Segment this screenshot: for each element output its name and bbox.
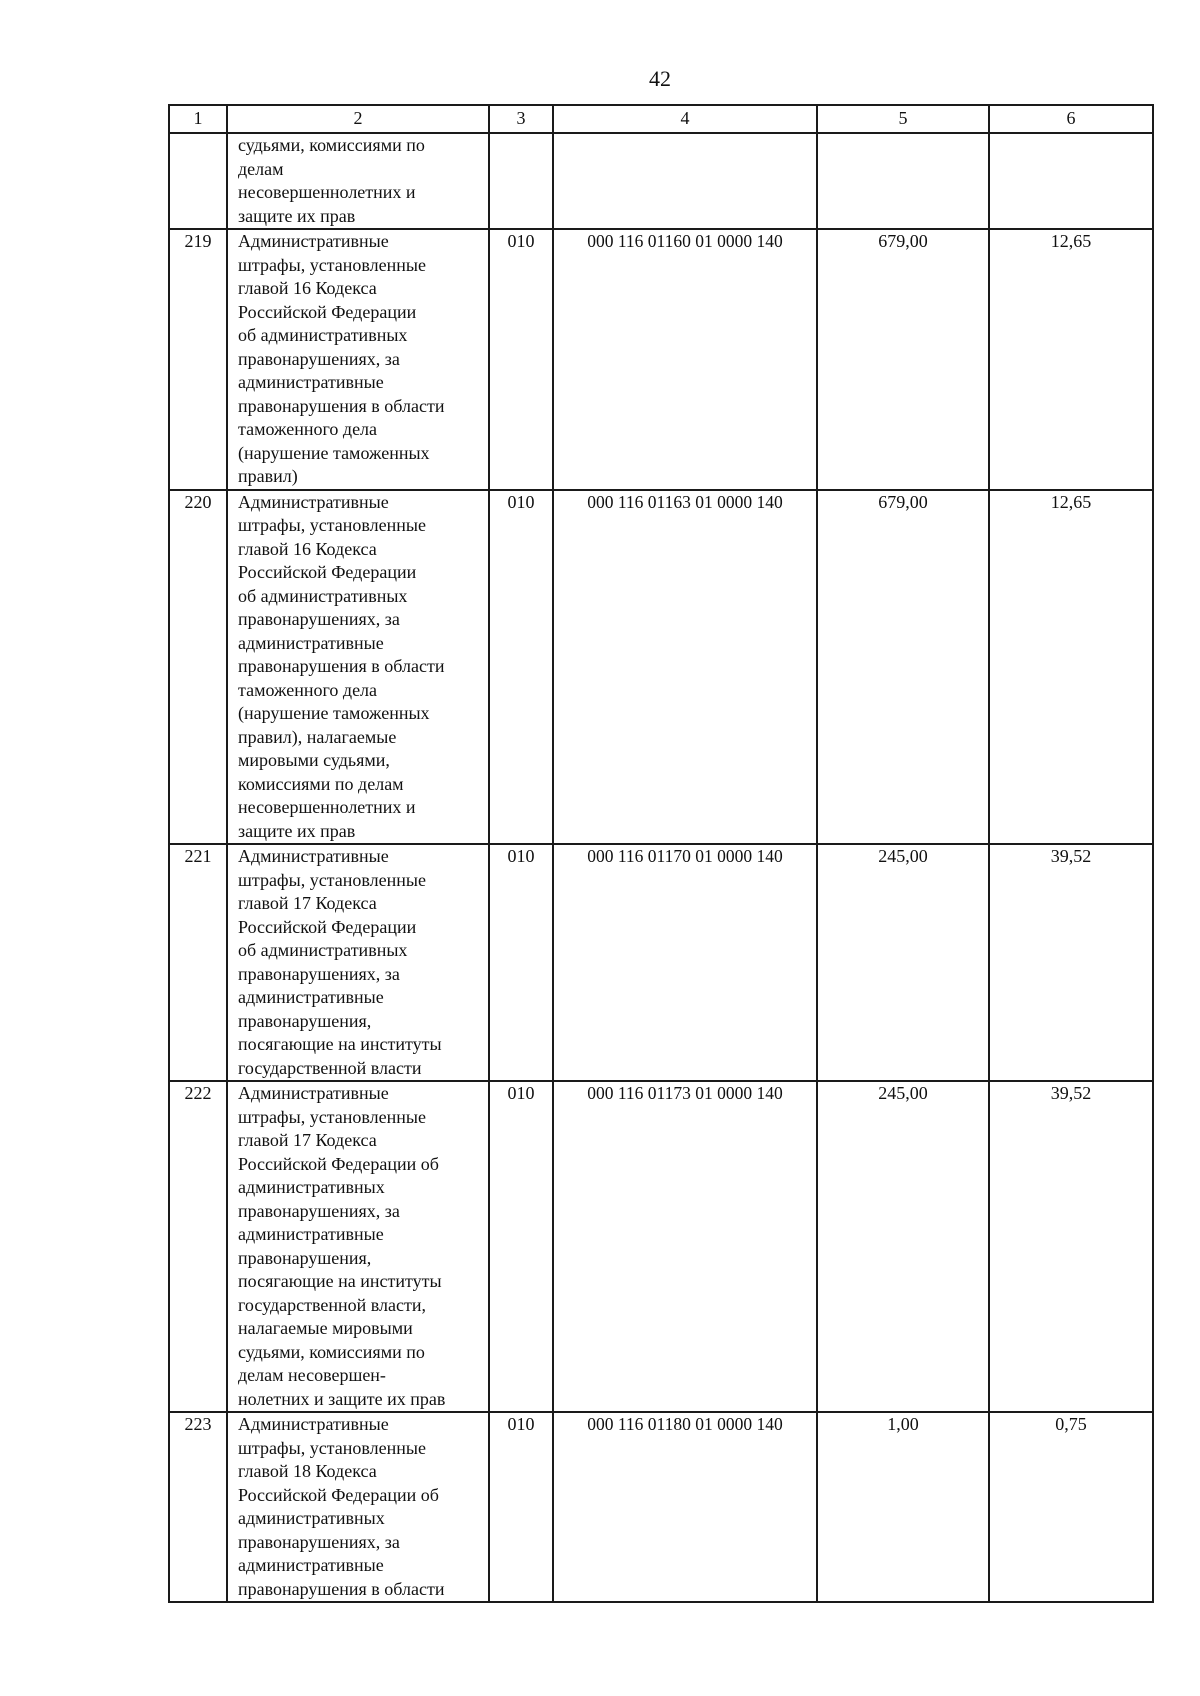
row-value-6-cell: 12,65	[989, 490, 1153, 845]
table-row	[169, 1412, 1153, 1602]
row-value-6-cell: 39,52	[989, 844, 1153, 1081]
row-budget-code-cell: 000 116 01173 01 0000 140	[553, 1081, 817, 1412]
row-description-cell: Административные штрафы, установленные главой 16 Кодекса Российской Федерации об административных правонарушениях, за административные правонарушения в области таможенного дела (нарушение таможенных правил), налагаемые мировыми судьями, комиссиями по делам несовершеннолетних и защите их прав	[227, 490, 489, 845]
row-value-5-cell: 679,00	[817, 229, 989, 490]
row-value-6-cell: 0,75	[989, 1412, 1153, 1602]
row-admin-code-cell: 010	[489, 490, 553, 845]
row-value-6-cell	[989, 133, 1153, 229]
row-budget-code-cell: 000 116 01163 01 0000 140	[553, 490, 817, 845]
column-header-3: 3	[489, 105, 553, 133]
row-value-5-cell: 245,00	[817, 1081, 989, 1412]
row-admin-code-cell	[489, 133, 553, 229]
row-number-cell: 220	[169, 490, 227, 845]
row-description-cell: Административные штрафы, установленные главой 16 Кодекса Российской Федерации об административных правонарушениях, за административные правонарушения в области таможенного дела (нарушение таможенных правил)	[227, 229, 489, 490]
page-number: 42	[649, 66, 671, 91]
column-header-2: 2	[227, 105, 489, 133]
row-number-cell: 222	[169, 1081, 227, 1412]
budget-table	[168, 104, 1154, 1603]
row-admin-code-cell: 010	[489, 1081, 553, 1412]
row-number-cell: 221	[169, 844, 227, 1081]
row-value-5-cell	[817, 133, 989, 229]
row-value-5-cell: 245,00	[817, 844, 989, 1081]
table-row	[169, 844, 1153, 1081]
column-header-5: 5	[817, 105, 989, 133]
row-description-cell: Административные штрафы, установленные главой 17 Кодекса Российской Федерации об административных правонарушениях, за административные правонарушения, посягающие на институты государственной власти	[227, 844, 489, 1081]
table-header-row	[169, 105, 1153, 133]
row-admin-code-cell: 010	[489, 844, 553, 1081]
row-number-cell	[169, 133, 227, 229]
row-budget-code-cell	[553, 133, 817, 229]
row-budget-code-cell: 000 116 01170 01 0000 140	[553, 844, 817, 1081]
row-admin-code-cell: 010	[489, 1412, 553, 1602]
row-description-cell: судьями, комиссиями по делам несовершеннолетних и защите их прав	[227, 133, 489, 229]
table-row	[169, 1081, 1153, 1412]
table-row	[169, 229, 1153, 490]
row-value-6-cell: 39,52	[989, 1081, 1153, 1412]
row-description-cell: Административные штрафы, установленные главой 17 Кодекса Российской Федерации об административных правонарушениях, за административные правонарушения, посягающие на институты государственной власти, налагаемые мировыми судьями, комиссиями по делам несовершен- нолетних и защите их прав	[227, 1081, 489, 1412]
column-header-4: 4	[553, 105, 817, 133]
column-header-1: 1	[169, 105, 227, 133]
row-value-5-cell: 679,00	[817, 490, 989, 845]
row-description-cell: Административные штрафы, установленные главой 18 Кодекса Российской Федерации об административных правонарушениях, за административные правонарушения в области	[227, 1412, 489, 1602]
column-header-6: 6	[989, 105, 1153, 133]
row-number-cell: 219	[169, 229, 227, 490]
row-value-5-cell: 1,00	[817, 1412, 989, 1602]
row-budget-code-cell: 000 116 01160 01 0000 140	[553, 229, 817, 490]
row-budget-code-cell: 000 116 01180 01 0000 140	[553, 1412, 817, 1602]
row-admin-code-cell: 010	[489, 229, 553, 490]
row-value-6-cell: 12,65	[989, 229, 1153, 490]
row-number-cell: 223	[169, 1412, 227, 1602]
table-row-continuation	[169, 133, 1153, 229]
table-row	[169, 490, 1153, 845]
